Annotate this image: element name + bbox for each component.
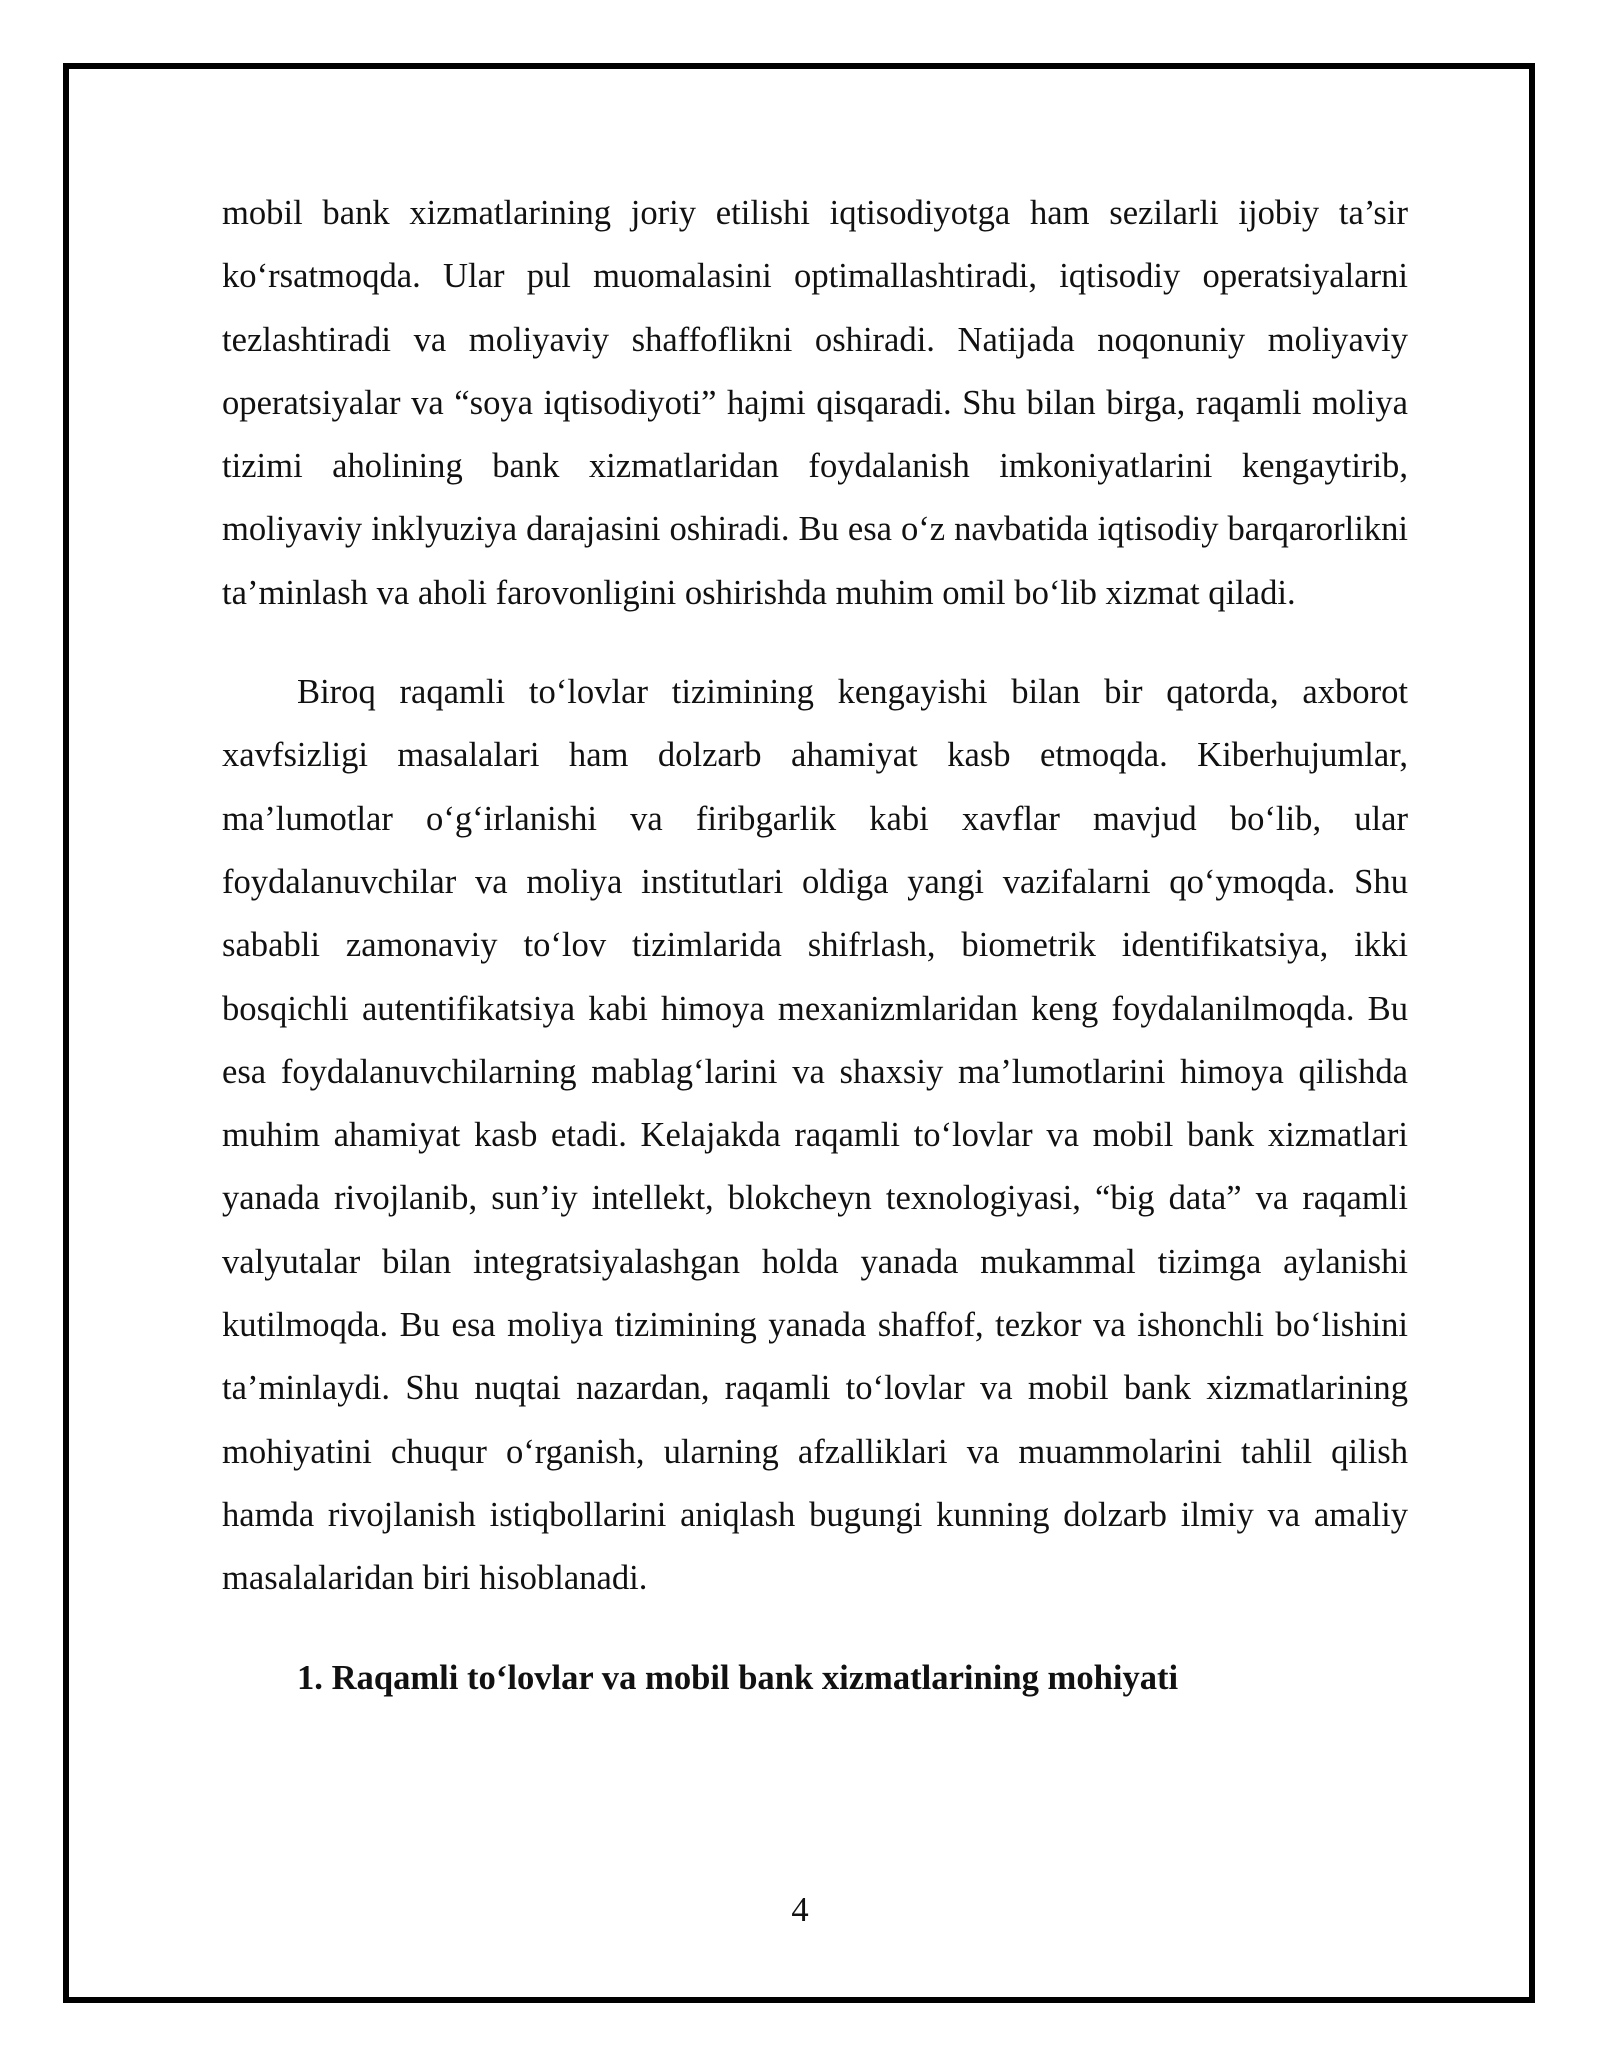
section-heading: 1. Raqamli to‘lovlar va mobil bank xizmatlarining mohiyati — [297, 1658, 1179, 1697]
paragraph-gap — [222, 1611, 1408, 1647]
paragraph-gap — [222, 625, 1408, 661]
page-number: 4 — [791, 1891, 809, 1929]
paragraph-1: mobil bank xizmatlarining joriy etilishi iqtisodiyotga ham sezilarli ijobiy ta’sir ko‘rsatmoqda. Ular pul muomalasini optimallashtiradi, iqtisodiy operatsiyalarni tezlashtiradi va moliyaviy shaffoflikni oshiradi. Natijada noqonuniy moliyaviy operatsiyalar va “soya iqtisodiyoti” hajmi qisqaradi. Shu bilan birga, raqamli moliya tizimi aholining bank xizmatlaridan foydalanish imkoniyatlarini kengaytirib, moliyaviy inklyuziya darajasini oshiradi. Bu esa o‘z navbatida iqtisodiy barqarorlikni ta’minlash va aholi farovonligini oshirishda muhim omil bo‘lib xizmat qiladi. — [222, 194, 1408, 612]
paragraph-2: Biroq raqamli to‘lovlar tizimining kengayishi bilan bir qatorda, axborot xavfsizligi masalalari ham dolzarb ahamiyat kasb etmoqda. Kiberhujumlar, ma’lumotlar o‘g‘irlanishi va firibgarlik kabi xavflar mavjud bo‘lib, ular foydalanuvchilar va moliya institutlari oldiga yangi vazifalarni qo‘ymoqda. Shu sababli zamonaviy to‘lov tizimlarida shifrlash, biometrik identifikatsiya, ikki bosqichli autentifikatsiya kabi himoya mexanizmlaridan keng foydalanilmoqda. Bu esa foydalanuvchilarning mablag‘larini va shaxsiy ma’lumotlarini himoya qilishda muhim ahamiyat kasb etadi. Kelajakda raqamli to‘lovlar va mobil bank xizmatlari yanada rivojlanib, sun’iy intellekt, blokcheyn texnologiyasi, “big data” va raqamli valyutalar bilan integratsiyalashgan holda yanada mukammal tizimga aylanishi kutilmoqda. Bu esa moliya tizimining yanada shaffof, tezkor va ishonchli bo‘lishini ta’minlaydi. Shu nuqtai nazardan, raqamli to‘lovlar va mobil bank xizmatlarining mohiyatini chuqur o‘rganish, ularning afzalliklari va muammolarini tahlil qilish hamda rivojlanish istiqbollarini aniqlash bugungi kunning dolzarb ilmiy va amaliy masalalaridan biri hisoblanadi. — [222, 673, 1408, 1598]
document-body — [222, 182, 1408, 1710]
